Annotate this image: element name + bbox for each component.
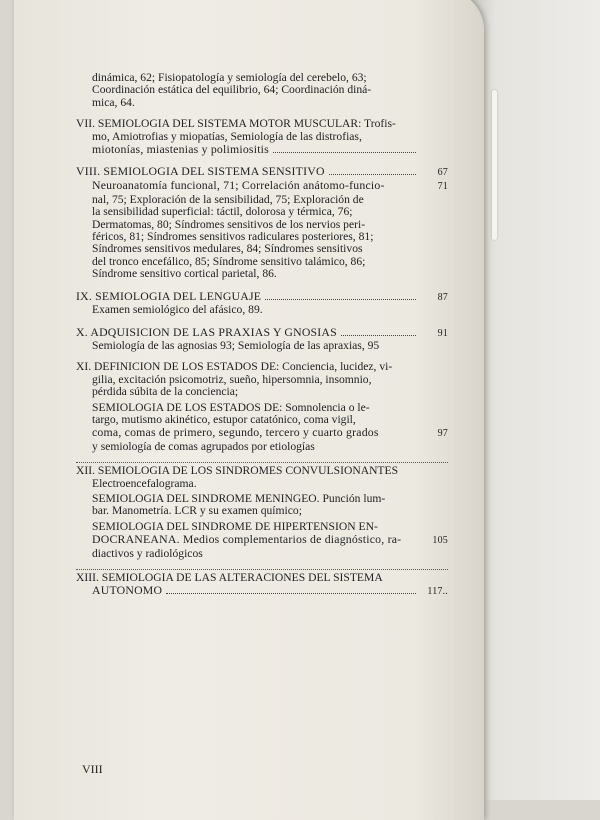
- entry-title-row: [76, 326, 448, 340]
- toc-entry-x: [76, 326, 448, 353]
- dot-leader: [329, 174, 416, 175]
- entry-page: 97: [437, 428, 448, 440]
- facing-page: [470, 0, 600, 800]
- entry-title: XII. SEMIOLOGIA DE LOS SINDROMES CONVULSIONANTES: [76, 462, 448, 477]
- entry-subline: Electroencefalograma.: [92, 477, 197, 490]
- entry-page: 117..: [427, 586, 448, 598]
- entry-subline: nal, 75; Exploración de la sensibilidad, 75; Exploración de: [92, 193, 364, 206]
- entry-title-row: [76, 290, 448, 304]
- entry-page: 71: [437, 181, 448, 193]
- toc-entry-viii: [76, 165, 448, 281]
- entry-title: XIII. SEMIOLOGIA DE LAS ALTERACIONES DEL SISTEMA: [76, 569, 448, 584]
- entry-title: VIII. SEMIOLOGIA DEL SISTEMA SENSITIVO: [76, 164, 325, 179]
- entry-subline: Dermatomas, 80; Síndromes sensitivos de los nervios peri-: [92, 218, 366, 231]
- entry-subline: Síndrome sensitivo cortical parietal, 86.: [92, 268, 277, 281]
- sub-row: [76, 426, 448, 440]
- toc-entry-xi: [76, 361, 448, 453]
- bookmark-string: [492, 90, 497, 240]
- toc-entry-ix: [76, 290, 448, 317]
- intro-line: dinámica, 62; Fisiopatología y semiología del cerebelo, 63;: [92, 72, 367, 84]
- entry-title: AUTONOMO: [92, 583, 163, 598]
- entry-subline: diactivos y radiológicos: [92, 547, 203, 560]
- entry-page: 91: [437, 327, 448, 339]
- toc-entry-vii: [76, 118, 448, 156]
- intro-line: mica, 64.: [92, 96, 135, 109]
- entry-subline: la sensibilidad superficial: táctil, dolorosa y térmica, 76;: [92, 206, 353, 219]
- entry-title: IX. SEMIOLOGIA DEL LENGUAJE: [76, 288, 262, 303]
- entry-subline: bar. Manometría. LCR y su examen químico;: [92, 505, 302, 518]
- entry-subline: targo, mutismo akinético, estupor catatónico, coma vigil,: [92, 413, 356, 426]
- entry-title: gilia, excitación psicomotriz, sueño, hipersomnia, insomnio,: [92, 373, 372, 386]
- entry-subline: Síndromes sensitivos medulares, 84; Síndromes sensitivos: [92, 243, 363, 256]
- dot-leader: [341, 335, 416, 336]
- dot-leader: [166, 593, 416, 594]
- entry-subline: del tronco encefálico, 85; Síndrome sensitivo talámico, 86;: [92, 255, 366, 268]
- dot-leader: [273, 152, 416, 153]
- entry-title: XI. DEFINICION DE LOS ESTADOS DE: Conciencia, lucidez, vi-: [76, 361, 393, 374]
- entry-subline: SEMIOLOGIA DEL SINDROME DE HIPERTENSION EN-: [92, 520, 378, 533]
- toc-entry-xii: [76, 462, 448, 560]
- dot-leader: [265, 299, 416, 300]
- entry-title: X. ADQUISICION DE LAS PRAXIAS Y GNOSIAS: [76, 324, 337, 339]
- entry-subline: Examen semiológico del afásico, 89.: [92, 304, 263, 317]
- entry-title-row: [76, 584, 448, 598]
- entry-title: pérdida súbita de la conciencia;: [92, 386, 239, 399]
- entry-page: 67: [437, 167, 448, 179]
- entry-subline: Semiología de las agnosias 93; Semiología de las apraxias, 95: [92, 339, 380, 352]
- entry-page: 87: [437, 291, 448, 303]
- table-of-contents: [76, 72, 448, 608]
- entry-subline: SEMIOLOGIA DEL SINDROME MENINGEO. Punción lum-: [92, 492, 386, 505]
- entry-subline: Neuroanatomía funcional, 71; Correlación anátomo-funcio-: [92, 178, 385, 193]
- entry-title: mo, Amiotrofias y miopatías, Semiología de las distrofias,: [92, 130, 362, 143]
- entry-title-row: [76, 165, 448, 179]
- entry-title-row: [76, 143, 448, 156]
- sub-row: [76, 179, 448, 193]
- sub-row: [76, 533, 448, 547]
- entry-title: VII. SEMIOLOGIA DEL SISTEMA MOTOR MUSCULAR: Trofis-: [76, 118, 396, 131]
- intro-line: Coordinación estática del equilibrio, 64; Coordinación diná-: [92, 84, 372, 97]
- page-number: VIII: [82, 762, 103, 776]
- entry-subline: féricos, 81; Síndromes sensitivos radiculares posteriores, 81;: [92, 231, 374, 244]
- entry-title: miotonías, miastenias y polimiositis: [92, 142, 269, 157]
- entry-page: 105: [432, 535, 448, 547]
- toc-entry-xiii: [76, 569, 448, 599]
- entry-subline: DOCRANEANA. Medios complementarios de diagnóstico, ra-: [92, 532, 402, 547]
- intro-block: [76, 72, 448, 109]
- entry-subline: SEMIOLOGIA DE LOS ESTADOS DE: Somnolencia o le-: [92, 401, 370, 414]
- entry-subline: coma, comas de primero, segundo, tercero y cuarto grados: [92, 425, 379, 440]
- entry-subline: y semiología de comas agrupados por etiologías: [92, 440, 315, 453]
